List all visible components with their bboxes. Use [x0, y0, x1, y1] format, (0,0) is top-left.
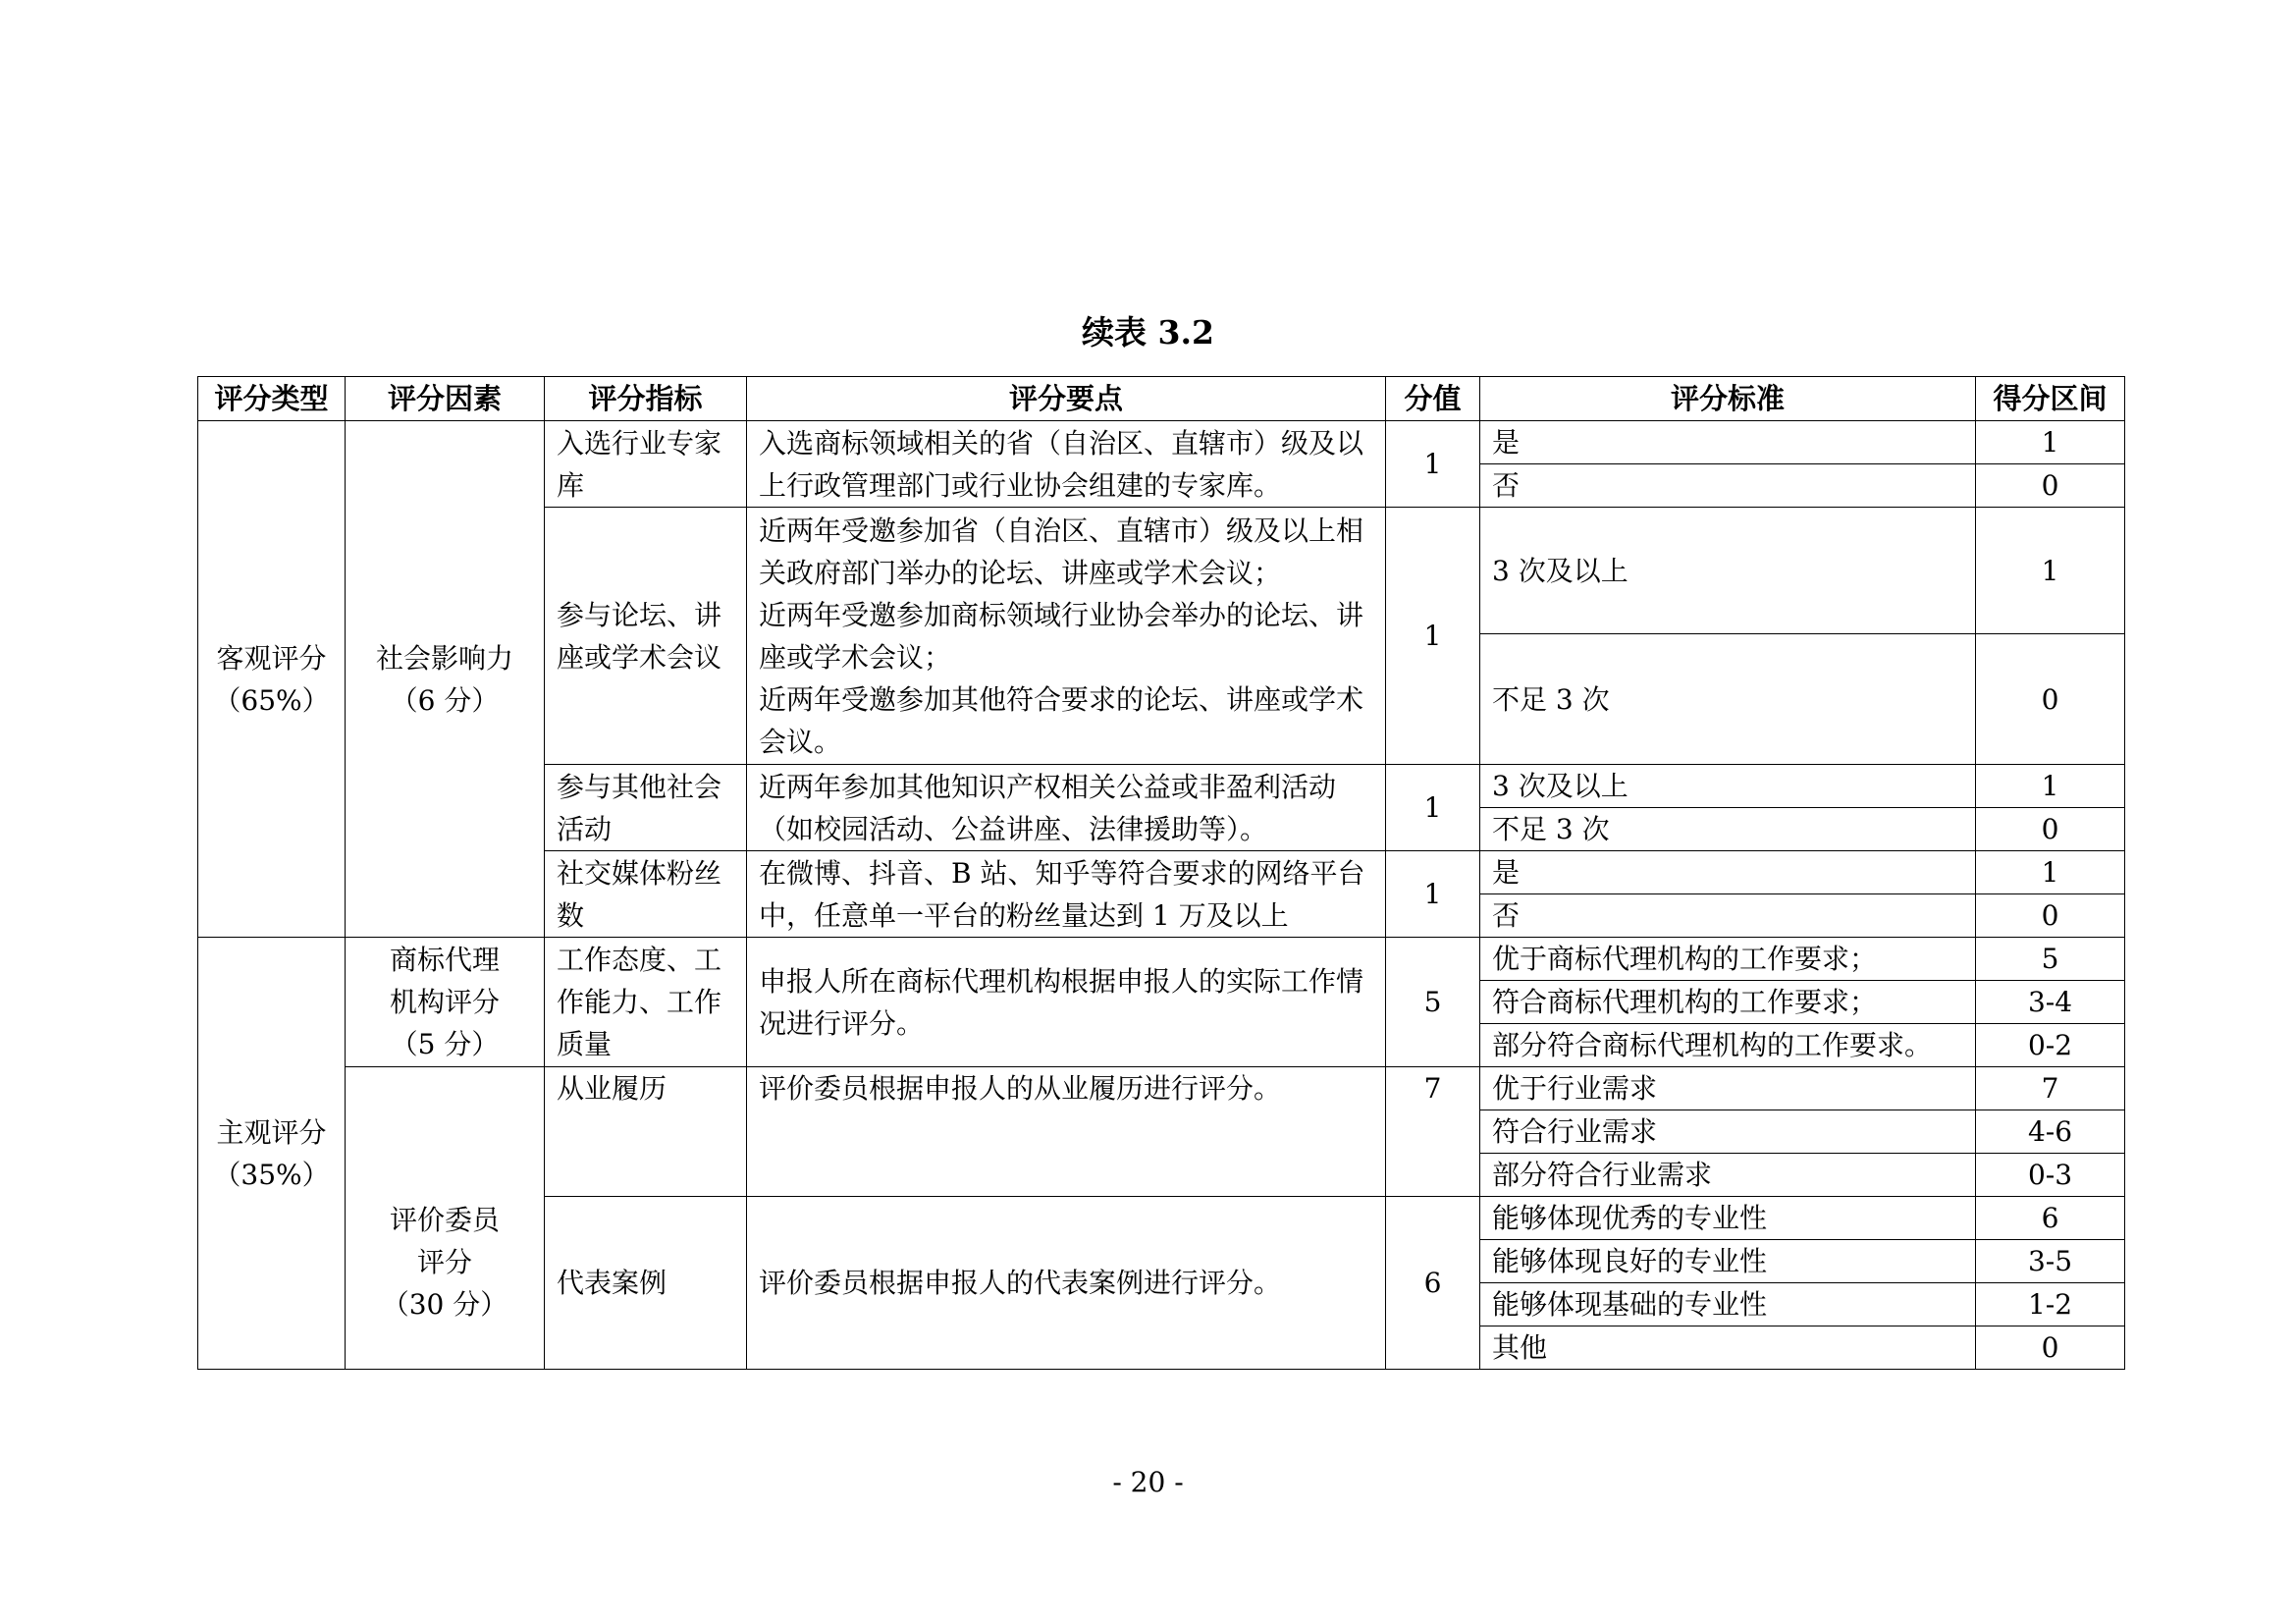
standard-cell: 不足 3 次 [1480, 808, 1976, 851]
standard-cell: 优于商标代理机构的工作要求； [1480, 938, 1976, 981]
standard-cell: 优于行业需求 [1480, 1067, 1976, 1110]
header-standard: 评分标准 [1480, 377, 1976, 421]
range-cell: 5 [1976, 938, 2125, 981]
page-number: - 20 - [1112, 1466, 1184, 1498]
standard-cell: 是 [1480, 851, 1976, 894]
subjective-type-pct: （35%） [213, 1158, 330, 1191]
standard-cell: 能够体现基础的专业性 [1480, 1283, 1976, 1326]
range-cell: 0 [1976, 1326, 2125, 1370]
standard-cell: 符合行业需求 [1480, 1110, 1976, 1154]
header-type: 评分类型 [198, 377, 346, 421]
indicator-cell: 社交媒体粉丝数 [545, 851, 747, 938]
indicator-cell: 参与其他社会活动 [545, 765, 747, 851]
points-cell: 评价委员根据申报人的从业履历进行评分。 [747, 1067, 1386, 1197]
value-cell: 1 [1386, 851, 1480, 938]
range-cell: 4-6 [1976, 1110, 2125, 1154]
points-line: 近两年受邀参加其他符合要求的论坛、讲座或学术会议。 [759, 682, 1364, 758]
standard-cell: 部分符合行业需求 [1480, 1154, 1976, 1197]
committee-factor-line: 评价委员 [389, 1204, 500, 1236]
indicator-cell: 参与论坛、讲座或学术会议 [545, 508, 747, 765]
standard-cell: 不足 3 次 [1480, 634, 1976, 765]
header-range: 得分区间 [1976, 377, 2125, 421]
points-cell [747, 508, 1386, 765]
standard-cell: 是 [1480, 421, 1976, 464]
committee-factor-line: （30 分） [381, 1288, 508, 1321]
standard-cell: 其他 [1480, 1326, 1976, 1370]
objective-factor-cell [346, 421, 545, 938]
range-cell: 1 [1976, 851, 2125, 894]
indicator-cell: 入选行业专家库 [545, 421, 747, 508]
standard-cell: 3 次及以上 [1480, 508, 1976, 634]
indicator-cell: 工作态度、工作能力、工作质量 [545, 938, 747, 1067]
indicator-cell: 从业履历 [545, 1067, 747, 1197]
value-cell: 6 [1386, 1197, 1480, 1370]
standard-cell: 否 [1480, 464, 1976, 508]
range-cell: 0-3 [1976, 1154, 2125, 1197]
points-cell: 申报人所在商标代理机构根据申报人的实际工作情况进行评分。 [747, 938, 1386, 1067]
objective-type: 客观评分 [216, 641, 327, 675]
range-cell: 0 [1976, 634, 2125, 765]
standard-cell: 符合商标代理机构的工作要求； [1480, 981, 1976, 1024]
standard-cell: 3 次及以上 [1480, 765, 1976, 808]
header-factor: 评分因素 [346, 377, 545, 421]
page-title: 续表 3.2 [1082, 313, 1214, 352]
range-cell: 6 [1976, 1197, 2125, 1240]
header-points: 评分要点 [747, 377, 1386, 421]
indicator-cell: 代表案例 [545, 1197, 747, 1370]
standard-cell: 部分符合商标代理机构的工作要求。 [1480, 1024, 1976, 1067]
range-cell: 0 [1976, 808, 2125, 851]
range-cell: 3-5 [1976, 1240, 2125, 1283]
subjective-type-cell [198, 938, 346, 1370]
points-cell: 评价委员根据申报人的代表案例进行评分。 [747, 1197, 1386, 1370]
header-value: 分值 [1386, 377, 1480, 421]
value-cell: 1 [1386, 765, 1480, 851]
objective-type-pct: （65%） [213, 683, 330, 717]
table-header-row [198, 377, 2125, 421]
points-cell: 在微博、抖音、B 站、知乎等符合要求的网络平台中，任意单一平台的粉丝量达到 1 万及以上 [747, 851, 1386, 938]
range-cell: 1 [1976, 421, 2125, 464]
objective-factor-pts: （6 分） [390, 683, 500, 717]
agency-factor-cell [346, 938, 545, 1067]
header-indicator: 评分指标 [545, 377, 747, 421]
range-cell: 7 [1976, 1067, 2125, 1110]
range-cell: 1 [1976, 765, 2125, 808]
standard-cell: 否 [1480, 894, 1976, 938]
points-line: 近两年受邀参加省（自治区、直辖市）级及以上相关政府部门举办的论坛、讲座或学术会议； [759, 514, 1364, 589]
table-row [198, 421, 2125, 464]
objective-type-cell [198, 421, 346, 938]
standard-cell: 能够体现优秀的专业性 [1480, 1197, 1976, 1240]
scoring-table [197, 376, 2125, 1370]
table-row [198, 938, 2125, 981]
range-cell: 0 [1976, 894, 2125, 938]
value-cell: 5 [1386, 938, 1480, 1067]
objective-factor: 社会影响力 [375, 641, 513, 675]
agency-factor-line: （5 分） [390, 1028, 500, 1060]
points-cell: 入选商标领域相关的省（自治区、直辖市）级及以上行政管理部门或行业协会组建的专家库。 [747, 421, 1386, 508]
points-line: 近两年受邀参加商标领域行业协会举办的论坛、讲座或学术会议； [759, 598, 1364, 674]
agency-factor-line: 机构评分 [389, 986, 500, 1018]
committee-factor-cell [346, 1067, 545, 1370]
standard-cell: 能够体现良好的专业性 [1480, 1240, 1976, 1283]
points-cell: 近两年参加其他知识产权相关公益或非盈利活动（如校园活动、公益讲座、法律援助等）。 [747, 765, 1386, 851]
agency-factor-line: 商标代理 [389, 944, 500, 976]
range-cell: 1-2 [1976, 1283, 2125, 1326]
committee-factor-line: 评分 [416, 1246, 472, 1278]
value-cell: 1 [1386, 421, 1480, 508]
range-cell: 3-4 [1976, 981, 2125, 1024]
range-cell: 0 [1976, 464, 2125, 508]
value-cell: 1 [1386, 508, 1480, 765]
subjective-type: 主观评分 [216, 1115, 327, 1149]
table-row [198, 1067, 2125, 1110]
value-cell: 7 [1386, 1067, 1480, 1197]
range-cell: 0-2 [1976, 1024, 2125, 1067]
range-cell: 1 [1976, 508, 2125, 634]
